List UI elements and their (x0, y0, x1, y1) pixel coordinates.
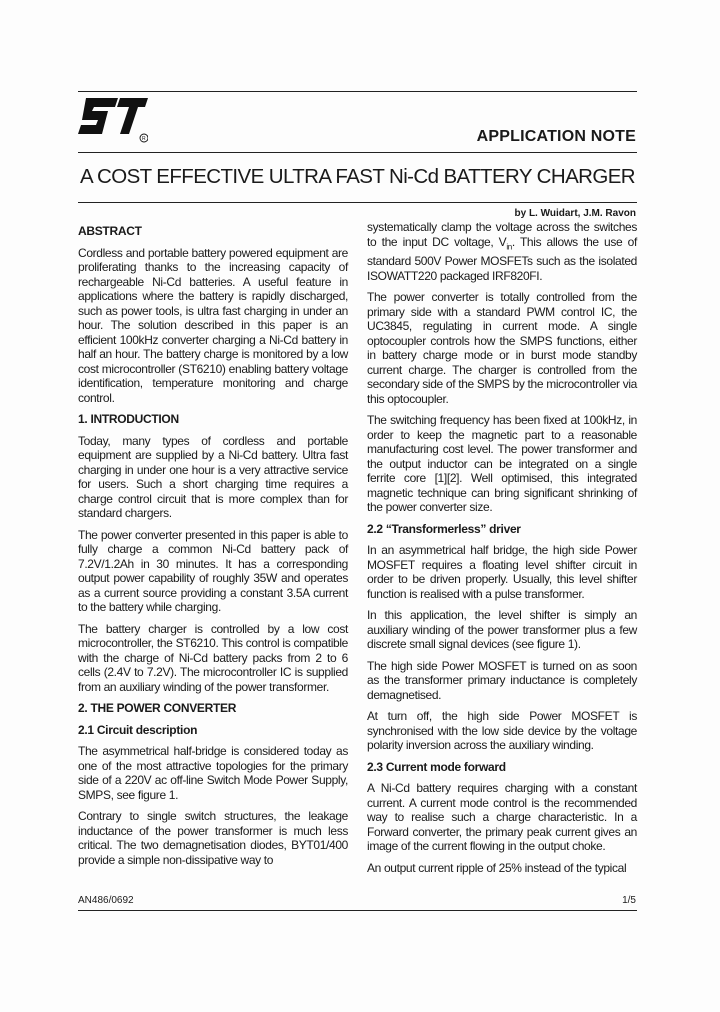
page-number: 1/5 (622, 895, 636, 906)
driver-paragraph-1: In an asymmetrical half bridge, the high side Power MOSFET requires a floating level shifter circuit in order to be driven properly. Usually, this level shifter function is realised with a pulse transformer. (367, 543, 637, 601)
driver-paragraph-2: In this application, the level shifter is simply an auxiliary winding of the power transformer plus a few discrete small signal devices (see figure 1). (367, 608, 637, 652)
driver-paragraph-4: At turn off, the high side Power MOSFET is synchronised with the low side device by the voltage polarity inversion across the auxiliary winding. (367, 709, 637, 753)
header-middle-rule (78, 152, 637, 153)
clamp-text-before: systematically clamp the voltage across the switches to the input DC voltage, V (367, 220, 637, 249)
introduction-paragraph-3: The battery charger is controlled by a low cost microcontroller, the ST6210. This control is compatible with the charge of Ni-Cd battery packs from 2 to 6 cells (2.4V to 7.2V). The microcontroller IC is supplied from an auxiliary winding of the power transformer. (78, 621, 348, 694)
introduction-paragraph-1: Today, many types of cordless and portable equipment are supplied by a Ni-Cd battery. Ultra fast charging in under one hour is a very attractive service for users. Such a short charging time requires a charge control circuit that is more complex than for standard chargers. (78, 433, 348, 520)
current-mode-paragraph-2: An output current ripple of 25% instead of the typical (367, 860, 627, 875)
switching-frequency-paragraph: The switching frequency has been fixed at 100kHz, in order to keep the magnetic part to a reasonable manufacturing cost level. The power transformer and the output inductor can be integrated on a single ferrite core [1][2]. Well optimised, this integrated magnetic technique can bring significant shrinking of the power converter size. (367, 413, 637, 515)
abstract-paragraph: Cordless and portable battery powered equipment are proliferating thanks to the increasing capacity of rechargeable Ni-Cd batteries. A useful feature in applications where the battery is rapidly discharged, such as power tools, is ultra fast charging in under an hour. The solution described in this paper is an efficient 100kHz converter charging a Ni-Cd battery in half an hour. The battery charge is monitored by a low cost microcontroller (ST6210) enabling battery voltage identification, temperature monitoring and charge control. (78, 245, 348, 405)
document-type-label: APPLICATION NOTE (476, 128, 636, 145)
abstract-heading: ABSTRACT (78, 224, 142, 238)
right-column (367, 220, 637, 882)
vin-subscript: in (506, 241, 512, 251)
document-code: AN486/0692 (78, 895, 134, 906)
document-title: A COST EFFECTIVE ULTRA FAST Ni-Cd BATTERY CHARGER (80, 165, 635, 188)
circuit-description-heading: 2.1 Circuit description (78, 722, 198, 737)
power-converter-heading: 2. THE POWER CONVERTER (78, 701, 237, 715)
circuit-paragraph-1: The asymmetrical half-bridge is considered today as one of the most attractive topologies for the primary side of a 220V ac off-line Switch Mode Power Supply, SMPS, see figure 1. (78, 744, 348, 802)
header-top-rule (78, 91, 637, 92)
footer-rule (78, 910, 637, 911)
clamp-paragraph (367, 220, 637, 283)
st-logo-icon (78, 98, 148, 144)
left-column (78, 224, 348, 874)
current-mode-heading: 2.3 Current mode forward (367, 759, 506, 774)
circuit-paragraph-2: Contrary to single switch structures, the leakage inductance of the power transformer is much less critical. The two demagnetisation diodes, BYT01/400 provide a simple non-dissipative way to (78, 809, 348, 867)
header-bottom-rule (78, 202, 637, 203)
svg-text:R: R (142, 136, 146, 142)
transformerless-driver-heading: 2.2 “Transformerless” driver (367, 521, 521, 536)
introduction-heading: 1. INTRODUCTION (78, 412, 179, 426)
authors: by L. Wuidart, J.M. Ravon (514, 208, 636, 219)
control-paragraph: The power converter is totally controlled from the primary side with a standard PWM control IC, the UC3845, regulating in current mode. A single optocoupler controls how the SMPS functions, either in battery charge mode or in burst mode standby current charge. The charger is controlled from the secondary side of the SMPS by the microcontroller via this optocoupler. (367, 290, 637, 406)
current-mode-paragraph-1: A Ni-Cd battery requires charging with a constant current. A current mode control is the recommended way to realise such a charge characteristic. In a Forward converter, the primary peak current gives an image of the current flowing in the output choke. (367, 781, 637, 854)
clamp-text-after: . This allows the use of standard 500V Power MOSFETs such as the isolated ISOWATT220 packaged IRF820FI. (367, 234, 637, 283)
introduction-paragraph-2: The power converter presented in this paper is able to fully charge a common Ni-Cd battery pack of 7.2V/1.2Ah in 30 minutes. It has a corresponding output power capability of roughly 35W and operates as a current source providing a constant 3.5A current to the battery while charging. (78, 527, 348, 614)
driver-paragraph-3: The high side Power MOSFET is turned on as soon as the transformer primary inductance is completely demagnetised. (367, 658, 637, 702)
